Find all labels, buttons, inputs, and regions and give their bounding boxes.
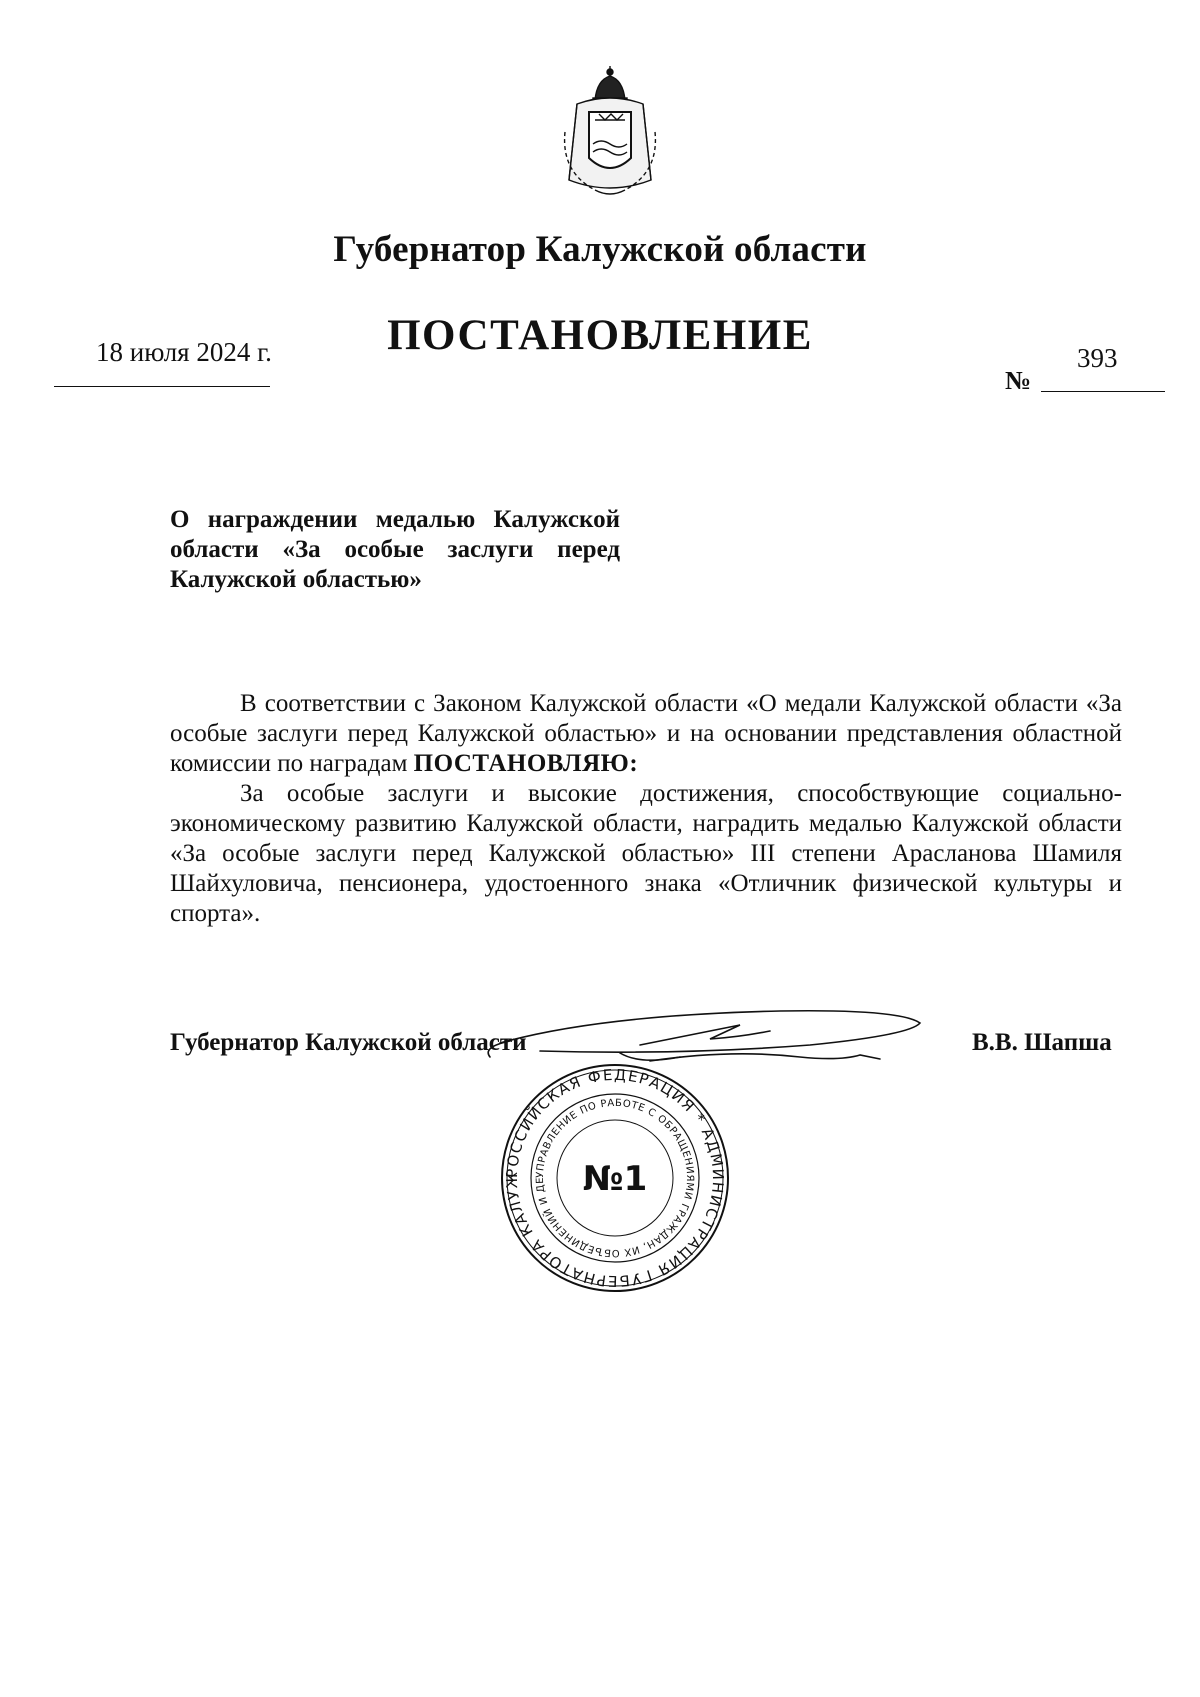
coat-of-arms-emblem — [555, 62, 665, 202]
body-paragraph-basis — [170, 689, 1122, 779]
document-type-heading: ПОСТАНОВЛЕНИЕ — [387, 312, 813, 359]
number-underline — [1041, 391, 1165, 392]
document-number: 393 — [1077, 343, 1118, 373]
stamp-inner-text: УПРАВЛЕНИЕ ПО РАБОТЕ С ОБРАЩЕНИЯМИ ГРАЖДАН, ИХ ОБЪЕДИНЕНИЙ И ДЕ — [534, 1097, 696, 1259]
number-sign: № — [1005, 366, 1032, 395]
decree-keyword: ПОСТАНОВЛЯЮ: — [413, 750, 639, 777]
official-stamp — [495, 1058, 735, 1298]
date-underline — [54, 386, 270, 387]
signatory-title: Губернатор Калужской области — [170, 1029, 527, 1056]
basis-text: В соответствии с Законом Калужской области «О медали Калужской области «За особые заслуги перед Калужской областью» и на основании представления областной комиссии по наградам — [170, 690, 1122, 777]
stamp-center-number: №1 — [582, 1159, 648, 1199]
document-date: 18 июля 2024 г. — [96, 337, 272, 367]
document-body — [170, 689, 1122, 929]
signatory-name: В.В. Шапша — [972, 1029, 1112, 1056]
document-subject: О награждении медалью Калужской области «За особые заслуги перед Калужской областью» — [170, 506, 620, 593]
body-paragraph-award: За особые заслуги и высокие достижения, способствующие социально-экономическому развитию Калужской области, наградить медалью Калужской области «За особые заслуги перед Калужской областью» III степени Арасланова Шамиля Шайхуловича, пенсионера, удостоенного знака «Отличник физической культуры и спорта». — [170, 780, 1122, 927]
issuing-authority-title: Губернатор Калужской области — [333, 229, 867, 270]
stamp-outer-text: РОССИЙСКАЯ ФЕДЕРАЦИЯ * АДМИНИСТРАЦИЯ ГУБЕРНАТОРА КАЛУЖ — [502, 1065, 728, 1291]
